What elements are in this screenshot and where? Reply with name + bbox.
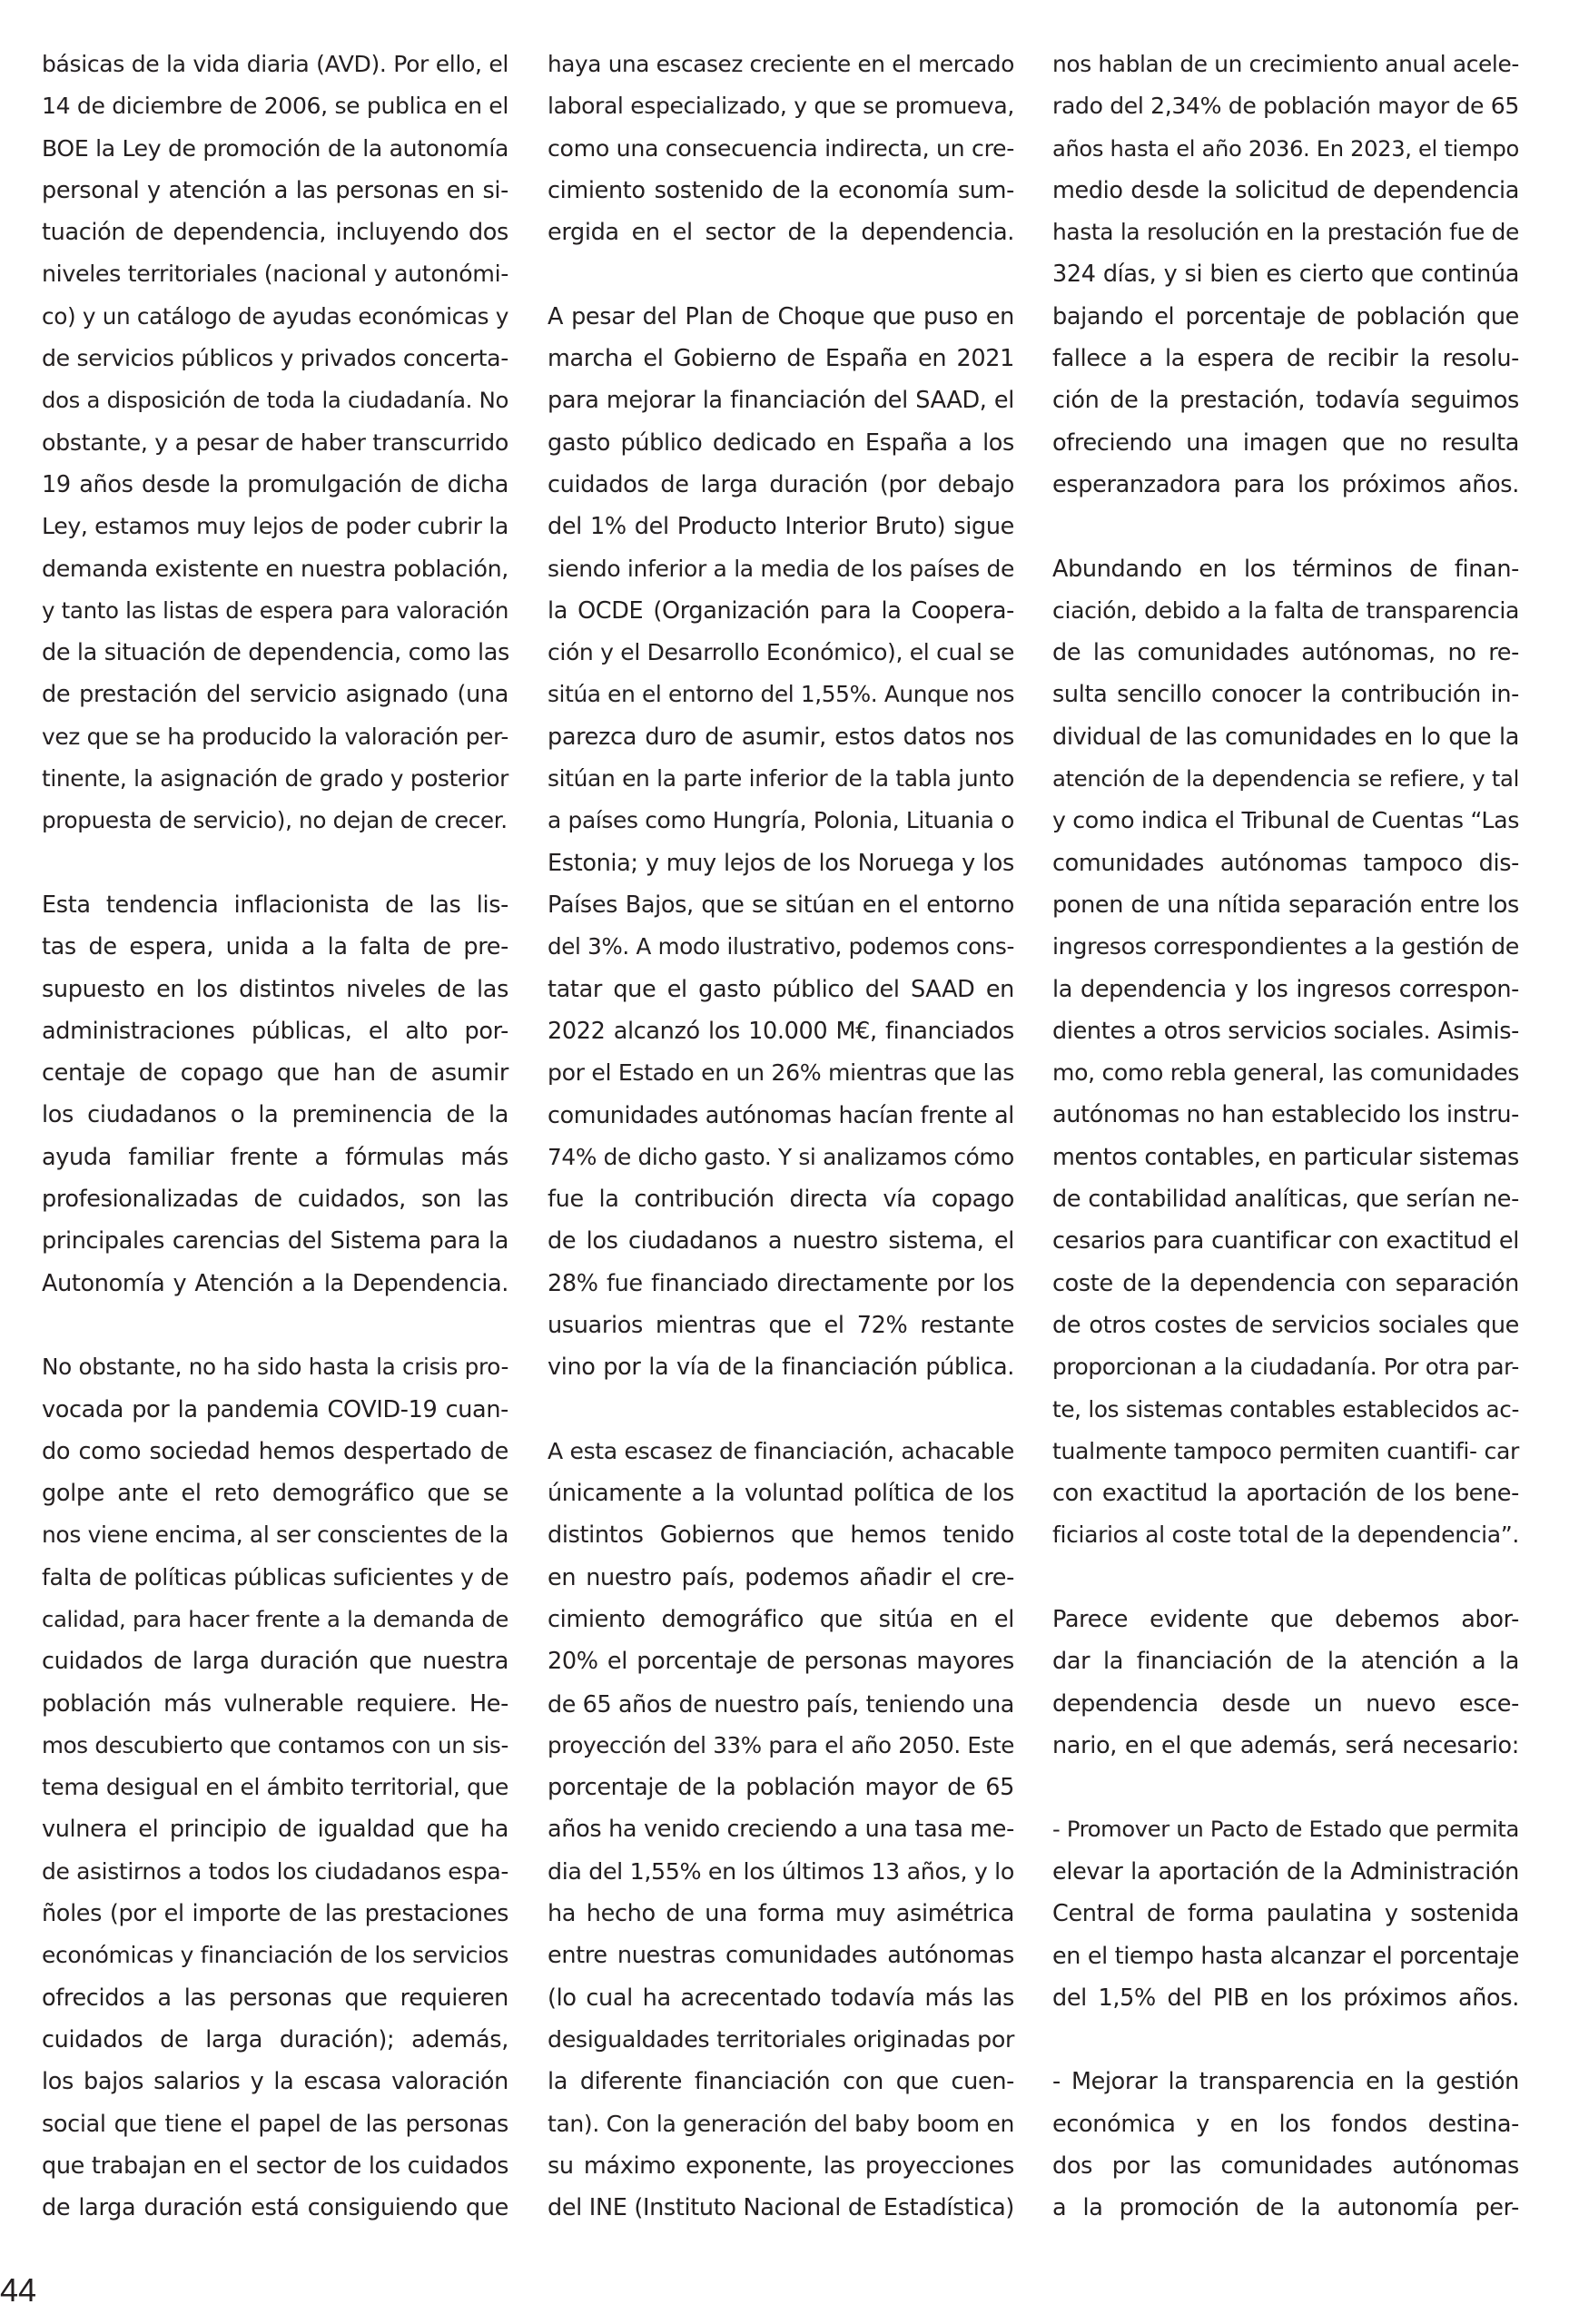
text-line: parezca duro de asumir, estos datos nos <box>548 723 1014 751</box>
text-line: básicas de la vida diaria (AVD). Por ello, el <box>42 51 508 77</box>
text-line: del 3%. A modo ilustrativo, podemos cons- <box>548 933 1014 960</box>
text-line: tan). Con la generación del baby boom en <box>548 2110 1014 2137</box>
text-line: fallece a la espera de recibir la resolu- <box>1052 345 1519 373</box>
text-line: principales carencias del Sistema para la <box>42 1227 508 1256</box>
paragraph-gap <box>42 842 508 884</box>
paragraph <box>1052 548 1519 1557</box>
text-line: dependencia desde un nuevo esce- <box>1052 1689 1519 1718</box>
text-line: económicas y financiación de los servicios <box>42 1942 508 1969</box>
text-line: profesionalizadas de cuidados, son las <box>42 1186 508 1214</box>
text-line: de la situación de dependencia, como las <box>42 639 509 667</box>
text-line: tema desigual en el ámbito territorial, que <box>42 1774 508 1801</box>
text-line: sitúan en la parte inferior de la tabla junto <box>548 765 1014 793</box>
text-line: administraciones públicas, el alto por- <box>42 1017 508 1045</box>
text-column-2 <box>548 44 1014 2229</box>
text-line: centaje de copago que han de asumir <box>42 1059 508 1088</box>
text-line: 20% el porcentaje de personas mayores <box>548 1648 1014 1676</box>
text-line: la diferente financiación con que cuen- <box>548 2068 1014 2096</box>
text-line: sitúa en el entorno del 1,55%. Aunque nos <box>548 681 1014 708</box>
text-line: ponen de una nítida separación entre los <box>1052 891 1519 919</box>
text-line: A esta escasez de financiación, achacable <box>548 1437 1014 1464</box>
text-line: atención de la dependencia se refiere, y tal <box>1052 765 1519 793</box>
text-line: económica y en los fondos destina- <box>1052 2110 1519 2138</box>
text-line: de otros costes de servicios sociales que <box>1052 1311 1519 1339</box>
text-line: para mejorar la financiación del SAAD, el <box>548 387 1014 415</box>
paragraph <box>42 44 508 842</box>
text-line: desigualdades territoriales originadas por <box>548 2025 1014 2053</box>
text-line: obstante, y a pesar de haber transcurrido <box>42 428 508 456</box>
text-line: tualmente tampoco permiten cuantifi- car <box>1052 1437 1519 1464</box>
text-line: nos hablan de un crecimiento anual acele- <box>1052 51 1519 77</box>
text-line: tinente, la asignación de grado y posterior <box>42 765 508 793</box>
text-line: cuidados de larga duración que nuestra <box>42 1648 508 1676</box>
text-line: 14 de diciembre de 2006, se publica en el <box>42 93 508 120</box>
text-line: vocada por la pandemia COVID-19 cuan- <box>42 1395 508 1423</box>
text-line: de las comunidades autónomas, no re- <box>1052 639 1519 667</box>
text-line: social que tiene el papel de las personas <box>42 2110 508 2138</box>
text-line: de asistirnos a todos los ciudadanos espa- <box>42 1857 508 1885</box>
text-line: años hasta el año 2036. En 2023, el tiempo <box>1052 135 1519 162</box>
paragraph-gap <box>548 253 1014 295</box>
text-line: ha hecho de una forma muy asimétrica <box>548 1900 1014 1928</box>
text-line: los ciudadanos o la preminencia de la <box>42 1101 508 1129</box>
text-line: como una consecuencia indirecta, un cre- <box>548 134 1014 162</box>
text-line: - Mejorar la transparencia en la gestión <box>1052 2068 1519 2096</box>
text-line: del INE (Instituto Nacional de Estadística) <box>548 2194 1014 2222</box>
text-line: años ha venido creciendo a una tasa me- <box>548 1816 1014 1844</box>
text-line: 19 años desde la promulgación de dicha <box>42 470 508 498</box>
text-line: golpe ante el reto demográfico que se <box>42 1480 508 1508</box>
text-line: falta de políticas públicas suficientes y de <box>42 1563 509 1590</box>
text-line: dar la financiación de la atención a la <box>1052 1648 1519 1676</box>
text-line: y tanto las listas de espera para valoración <box>42 596 508 624</box>
text-line: distintos Gobiernos que hemos tenido <box>548 1521 1014 1550</box>
paragraph <box>42 884 508 1305</box>
text-line: ayuda familiar frente a fórmulas más <box>42 1143 508 1171</box>
text-line: cimiento demográfico que sitúa en el <box>548 1605 1014 1633</box>
text-line: dos por las comunidades autónomas <box>1052 2152 1519 2180</box>
text-line: dividual de las comunidades en lo que la <box>1052 723 1519 751</box>
text-line: ñoles (por el importe de las prestaciones <box>42 1900 508 1928</box>
text-line: autónomas no han establecido los instru- <box>1052 1101 1519 1129</box>
text-line: ción de la prestación, todavía seguimos <box>1052 387 1519 415</box>
text-line: entre nuestras comunidades autónomas <box>548 1942 1014 1970</box>
text-line: bajando el porcentaje de población que <box>1052 302 1519 330</box>
text-line: BOE la Ley de promoción de la autonomía <box>42 134 508 162</box>
text-line: Países Bajos, que se sitúan en el entorno <box>548 891 1014 919</box>
text-line: vez que se ha producido la valoración per- <box>42 723 508 750</box>
text-line: 2022 alcanzó los 10.000 M€, financiados <box>548 1017 1014 1045</box>
text-line: A pesar del Plan de Choque que puso en <box>548 302 1014 330</box>
page-number: 44 <box>0 2271 37 2309</box>
text-line: en nuestro país, podemos añadir el cre- <box>548 1563 1014 1591</box>
text-line: calidad, para hacer frente a la demanda de <box>42 1605 508 1632</box>
text-line: usuarios mientras que el 72% restante <box>548 1311 1014 1339</box>
text-line: la OCDE (Organización para la Coopera- <box>548 596 1014 625</box>
paragraph <box>1052 1808 1519 2018</box>
text-line: cuidados de larga duración); además, <box>42 2025 508 2053</box>
text-line: comunidades autónomas hacían frente al <box>548 1101 1014 1129</box>
text-line: fue la contribución directa vía copago <box>548 1186 1014 1214</box>
text-line: - Promover un Pacto de Estado que permita <box>1052 1817 1519 1843</box>
text-line: laboral especializado, y que se promueva, <box>548 93 1014 120</box>
paragraph <box>1052 44 1519 506</box>
text-line: de contabilidad analíticas, que serían ne- <box>1052 1186 1519 1214</box>
text-line: personal y atención a las personas en si- <box>42 176 508 204</box>
text-line: nario, en el que además, será necesario: <box>1052 1731 1519 1759</box>
text-line: coste de la dependencia con separación <box>1052 1269 1519 1297</box>
text-line: ergida en el sector de la dependencia. <box>548 219 1014 247</box>
text-line: dia del 1,55% en los últimos 13 años, y lo <box>548 1857 1014 1885</box>
text-line: supuesto en los distintos niveles de las <box>42 975 508 1003</box>
text-line: y como indica el Tribunal de Cuentas “Las <box>1052 807 1520 834</box>
text-line: Autonomía y Atención a la Dependencia. <box>42 1269 508 1297</box>
text-line: rado del 2,34% de población mayor de 65 <box>1052 93 1519 120</box>
text-line: sulta sencillo conocer la contribución in- <box>1052 681 1519 709</box>
text-line: haya una escasez creciente en el mercado <box>548 51 1014 77</box>
text-line: ofreciendo una imagen que no resulta <box>1052 428 1519 457</box>
text-line: 74% de dicho gasto. Y si analizamos cómo <box>548 1143 1014 1170</box>
text-line: esperanzadora para los próximos años. <box>1052 470 1519 498</box>
text-line: tuación de dependencia, incluyendo dos <box>42 219 508 247</box>
text-line: marcha el Gobierno de España en 2021 <box>548 345 1014 373</box>
text-line: medio desde la solicitud de dependencia <box>1052 176 1519 204</box>
text-line: de prestación del servicio asignado (una <box>42 681 508 709</box>
text-line: proporcionan a la ciudadanía. Por otra par- <box>1052 1354 1519 1381</box>
paragraph-gap <box>1052 506 1519 547</box>
text-line: Abundando en los términos de finan- <box>1052 555 1519 583</box>
text-column-3 <box>1052 44 1519 2229</box>
text-line: (lo cual ha acrecentado todavía más las <box>548 1984 1014 2012</box>
text-line: mentos contables, en particular sistemas <box>1052 1143 1519 1171</box>
text-line: vino por la vía de la financiación pública. <box>548 1354 1014 1382</box>
text-line: Parece evidente que debemos abor- <box>1052 1605 1519 1633</box>
text-line: te, los sistemas contables establecidos ac- <box>1052 1395 1519 1423</box>
text-line: de los ciudadanos a nuestro sistema, el <box>548 1227 1014 1256</box>
text-line: cesarios para cuantificar con exactitud el <box>1052 1227 1519 1256</box>
text-line: 28% fue financiado directamente por los <box>548 1269 1014 1297</box>
text-line: ofrecidos a las personas que requieren <box>42 1984 508 2012</box>
text-line: su máximo exponente, las proyecciones <box>548 2152 1014 2180</box>
text-line: tas de espera, unida a la falta de pre- <box>42 933 508 961</box>
text-line: demanda existente en nuestra población, <box>42 555 509 582</box>
paragraph-gap <box>42 1305 508 1346</box>
paragraph-gap <box>1052 1767 1519 1808</box>
text-line: propuesta de servicio), no dejan de crecer. <box>42 807 508 834</box>
text-line: Estonia; y muy lejos de los Noruega y los <box>548 849 1014 877</box>
text-line: niveles territoriales (nacional y autonómi- <box>42 261 509 288</box>
text-line: cuidados de larga duración (por debajo <box>548 470 1014 498</box>
text-line: población más vulnerable requiere. He- <box>42 1689 508 1718</box>
text-line: Central de forma paulatina y sostenida <box>1052 1900 1519 1928</box>
text-column-1 <box>42 44 508 2229</box>
text-line: la dependencia y los ingresos correspon- <box>1052 975 1519 1003</box>
text-line: del 1,5% del PIB en los próximos años. <box>1052 1984 1519 2012</box>
text-line: No obstante, no ha sido hasta la crisis pro- <box>42 1354 508 1381</box>
paragraph <box>548 1431 1014 2230</box>
paragraph-gap <box>1052 2019 1519 2061</box>
text-line: do como sociedad hemos despertado de <box>42 1437 508 1465</box>
text-line: mos descubierto que contamos con un sis- <box>42 1731 508 1758</box>
text-line: de servicios públicos y privados concerta- <box>42 345 508 372</box>
text-line: de 65 años de nuestro país, teniendo una <box>548 1689 1014 1718</box>
text-line: Ley, estamos muy lejos de poder cubrir la <box>42 513 508 540</box>
paragraph <box>548 44 1014 253</box>
text-line: que trabajan en el sector de los cuidados <box>42 2152 508 2180</box>
text-line: gasto público dedicado en España a los <box>548 428 1014 457</box>
text-line: ficiarios al coste total de la dependencia”. <box>1052 1521 1519 1549</box>
text-line: 324 días, y si bien es cierto que continúa <box>1052 261 1519 289</box>
text-line: vulnera el principio de igualdad que ha <box>42 1816 508 1844</box>
text-line: del 1% del Producto Interior Bruto) sigue <box>548 513 1014 541</box>
paragraph <box>42 1346 508 2229</box>
text-line: ciación, debido a la falta de transparencia <box>1052 596 1519 624</box>
paragraph-gap <box>548 1389 1014 1431</box>
text-line: a países como Hungría, Polonia, Lituania o <box>548 807 1014 834</box>
text-line: ción y el Desarrollo Económico), el cual se <box>548 639 1014 666</box>
paragraph <box>548 296 1014 1389</box>
paragraph-gap <box>1052 1557 1519 1599</box>
text-line: comunidades autónomas tampoco dis- <box>1052 849 1519 877</box>
paragraph <box>1052 1599 1519 1767</box>
text-line: tatar que el gasto público del SAAD en <box>548 975 1014 1003</box>
text-line: ingresos correspondientes a la gestión de <box>1052 933 1519 960</box>
text-line: porcentaje de la población mayor de 65 <box>548 1774 1014 1802</box>
text-line: los bajos salarios y la escasa valoración <box>42 2068 508 2096</box>
text-line: nos viene encima, al ser conscientes de la <box>42 1521 508 1549</box>
text-line: cimiento sostenido de la economía sum- <box>548 176 1014 204</box>
text-line: dos a disposición de toda la ciudadanía. No <box>42 387 508 414</box>
text-line: únicamente a la voluntad política de los <box>548 1480 1014 1508</box>
text-line: co) y un catálogo de ayudas económicas y <box>42 302 508 330</box>
text-line: en el tiempo hasta alcanzar el porcentaje <box>1052 1942 1519 1970</box>
paragraph <box>1052 2061 1519 2229</box>
text-line: proyección del 33% para el año 2050. Este <box>548 1731 1014 1758</box>
text-line: con exactitud la aportación de los bene- <box>1052 1480 1519 1508</box>
text-line: dientes a otros servicios sociales. Asimis- <box>1052 1017 1519 1045</box>
text-line: elevar la aportación de la Administración <box>1052 1857 1519 1886</box>
text-line: siendo inferior a la media de los países de <box>548 555 1014 582</box>
text-line: a la promoción de la autonomía per- <box>1052 2194 1519 2222</box>
text-line: hasta la resolución en la prestación fue de <box>1052 219 1519 246</box>
text-line: por el Estado en un 26% mientras que las <box>548 1059 1014 1087</box>
text-line: Esta tendencia inflacionista de las lis- <box>42 891 508 919</box>
text-line: mo, como rebla general, las comunidades <box>1052 1059 1519 1087</box>
text-line: de larga duración está consiguiendo que <box>42 2194 508 2222</box>
